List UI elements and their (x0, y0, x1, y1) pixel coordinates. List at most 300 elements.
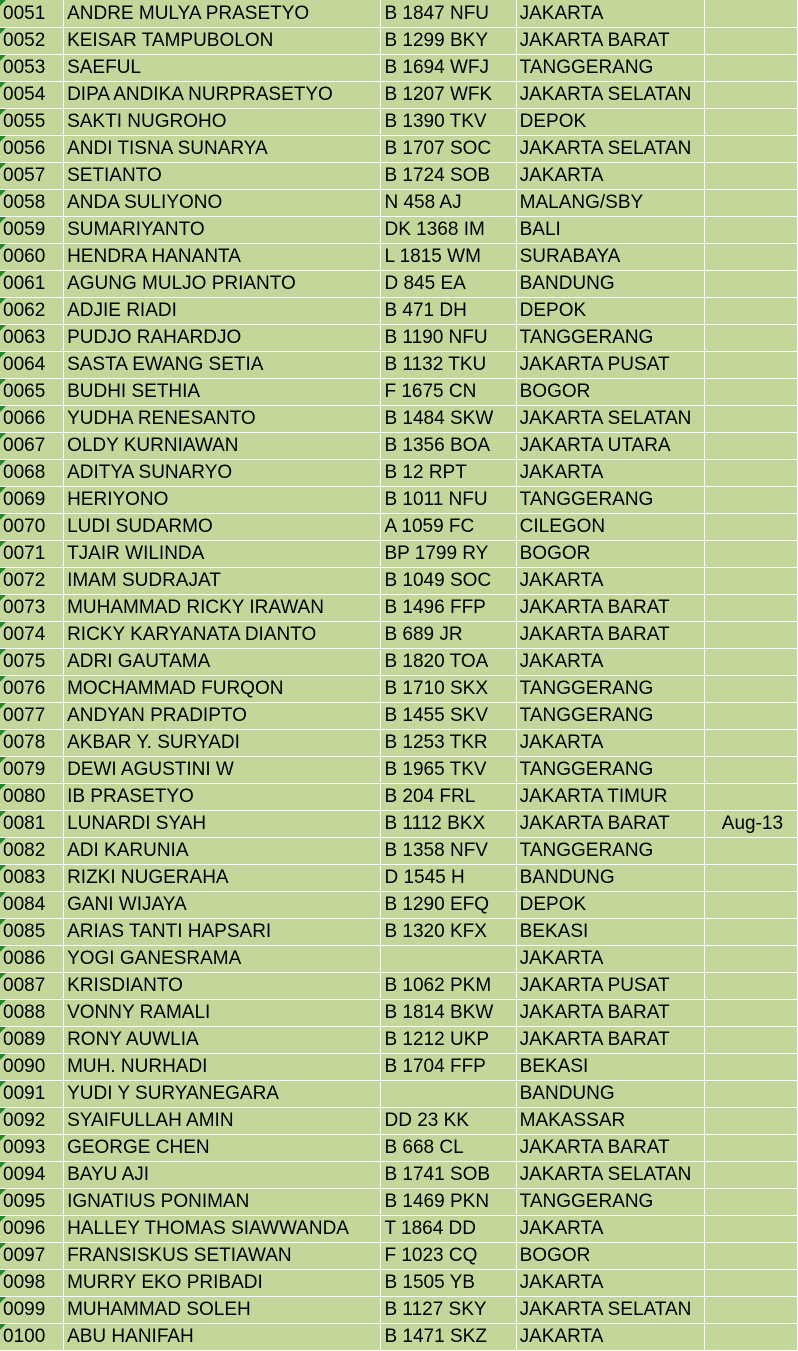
cell-name[interactable]: AGUNG MULJO PRIANTO (64, 271, 381, 298)
cell-id[interactable]: 0052 (0, 28, 64, 55)
cell-plate[interactable]: B 1212 UKP (381, 1027, 516, 1054)
cell-extra[interactable] (704, 1000, 797, 1027)
cell-plate[interactable] (381, 946, 516, 973)
cell-extra[interactable] (704, 919, 797, 946)
cell-name[interactable]: MOCHAMMAD FURQON (64, 676, 381, 703)
cell-city[interactable]: BOGOR (516, 1243, 704, 1270)
cell-name[interactable]: MURRY EKO PRIBADI (64, 1270, 381, 1297)
table-row (0, 298, 798, 325)
cell-id[interactable]: 0088 (0, 1000, 64, 1027)
cell-name[interactable]: MUHAMMAD RICKY IRAWAN (64, 595, 381, 622)
cell-plate[interactable]: B 471 DH (381, 298, 516, 325)
table-row (0, 595, 798, 622)
cell-plate[interactable]: B 1253 TKR (381, 730, 516, 757)
table-row (0, 541, 798, 568)
cell-extra[interactable]: Aug-13 (704, 811, 797, 838)
cell-extra[interactable] (704, 703, 797, 730)
table-row (0, 271, 798, 298)
cell-extra[interactable] (704, 973, 797, 1000)
table-row (0, 190, 798, 217)
table-row (0, 919, 798, 946)
cell-extra[interactable] (704, 1027, 797, 1054)
cell-city[interactable]: BANDUNG (516, 865, 704, 892)
table-row (0, 1054, 798, 1081)
cell-extra[interactable] (704, 28, 797, 55)
cell-extra[interactable] (704, 676, 797, 703)
table-row (0, 379, 798, 406)
table-row (0, 1324, 798, 1351)
cell-name[interactable]: DIPA ANDIKA NURPRASETYO (64, 82, 381, 109)
table-row (0, 973, 798, 1000)
table-row (0, 1243, 798, 1270)
cell-city[interactable]: JAKARTA PUSAT (516, 973, 704, 1000)
cell-name[interactable]: ANDI TISNA SUNARYA (64, 136, 381, 163)
table-row (0, 1081, 798, 1108)
cell-name[interactable]: MUHAMMAD SOLEH (64, 1297, 381, 1324)
cell-plate[interactable]: B 1356 BOA (381, 433, 516, 460)
table-row (0, 1189, 798, 1216)
cell-extra[interactable] (704, 163, 797, 190)
cell-city[interactable]: JAKARTA (516, 460, 704, 487)
table-row (0, 1027, 798, 1054)
cell-city[interactable]: DEPOK (516, 892, 704, 919)
cell-id[interactable]: 0069 (0, 487, 64, 514)
cell-name[interactable]: ADITYA SUNARYO (64, 460, 381, 487)
cell-plate[interactable]: B 1049 SOC (381, 568, 516, 595)
cell-city[interactable]: BANDUNG (516, 1081, 704, 1108)
cell-extra[interactable] (704, 1108, 797, 1135)
cell-name[interactable]: SETIANTO (64, 163, 381, 190)
cell-id[interactable]: 0093 (0, 1135, 64, 1162)
cell-city[interactable]: BANDUNG (516, 271, 704, 298)
table-row (0, 649, 798, 676)
cell-extra[interactable] (704, 595, 797, 622)
cell-id[interactable]: 0090 (0, 1054, 64, 1081)
table-row (0, 757, 798, 784)
cell-id[interactable]: 0073 (0, 595, 64, 622)
cell-name[interactable]: BUDHI SETHIA (64, 379, 381, 406)
cell-extra[interactable] (704, 487, 797, 514)
cell-city[interactable]: TANGGERANG (516, 55, 704, 82)
cell-plate[interactable]: B 689 JR (381, 622, 516, 649)
table-row (0, 1108, 798, 1135)
cell-plate[interactable]: B 1207 WFK (381, 82, 516, 109)
cell-plate[interactable]: B 1290 EFQ (381, 892, 516, 919)
cell-name[interactable]: GANI WIJAYA (64, 892, 381, 919)
cell-name[interactable]: SAKTI NUGROHO (64, 109, 381, 136)
cell-id[interactable]: 0092 (0, 1108, 64, 1135)
cell-name[interactable]: RONY AUWLIA (64, 1027, 381, 1054)
cell-id[interactable]: 0070 (0, 514, 64, 541)
cell-plate[interactable]: B 1965 TKV (381, 757, 516, 784)
cell-id[interactable]: 0097 (0, 1243, 64, 1270)
cell-id[interactable]: 0081 (0, 811, 64, 838)
cell-city[interactable]: JAKARTA (516, 568, 704, 595)
cell-extra[interactable] (704, 0, 797, 28)
cell-id[interactable]: 0056 (0, 136, 64, 163)
cell-name[interactable]: IGNATIUS PONIMAN (64, 1189, 381, 1216)
cell-name[interactable]: SUMARIYANTO (64, 217, 381, 244)
table-row (0, 352, 798, 379)
cell-id[interactable]: 0054 (0, 82, 64, 109)
cell-extra[interactable] (704, 1297, 797, 1324)
cell-plate[interactable]: N 458 AJ (381, 190, 516, 217)
cell-city[interactable]: JAKARTA (516, 649, 704, 676)
cell-plate[interactable]: B 1062 PKM (381, 973, 516, 1000)
cell-city[interactable]: JAKARTA BARAT (516, 811, 704, 838)
cell-id[interactable]: 0068 (0, 460, 64, 487)
cell-id[interactable]: 0094 (0, 1162, 64, 1189)
cell-id[interactable]: 0062 (0, 298, 64, 325)
cell-extra[interactable] (704, 1270, 797, 1297)
cell-name[interactable]: SAEFUL (64, 55, 381, 82)
cell-city[interactable]: JAKARTA SELATAN (516, 136, 704, 163)
cell-name[interactable]: HERIYONO (64, 487, 381, 514)
table-row (0, 82, 798, 109)
cell-plate[interactable]: B 1190 NFU (381, 325, 516, 352)
cell-id[interactable]: 0055 (0, 109, 64, 136)
table-row (0, 811, 798, 838)
cell-name[interactable]: KRISDIANTO (64, 973, 381, 1000)
cell-extra[interactable] (704, 406, 797, 433)
cell-id[interactable]: 0058 (0, 190, 64, 217)
cell-city[interactable]: TANGGERANG (516, 487, 704, 514)
cell-city[interactable]: JAKARTA (516, 1270, 704, 1297)
cell-plate[interactable] (381, 1081, 516, 1108)
cell-name[interactable]: SASTA EWANG SETIA (64, 352, 381, 379)
cell-extra[interactable] (704, 460, 797, 487)
table-row (0, 217, 798, 244)
cell-plate[interactable]: B 1847 NFU (381, 0, 516, 28)
cell-name[interactable]: YOGI GANESRAMA (64, 946, 381, 973)
cell-name[interactable]: VONNY RAMALI (64, 1000, 381, 1027)
table-row (0, 703, 798, 730)
cell-plate[interactable]: B 1704 FFP (381, 1054, 516, 1081)
cell-extra[interactable] (704, 379, 797, 406)
cell-plate[interactable]: L 1815 WM (381, 244, 516, 271)
cell-plate[interactable]: B 1469 PKN (381, 1189, 516, 1216)
cell-id[interactable]: 0077 (0, 703, 64, 730)
cell-city[interactable]: TANGGERANG (516, 703, 704, 730)
table-row (0, 136, 798, 163)
cell-plate[interactable]: B 1127 SKY (381, 1297, 516, 1324)
cell-plate[interactable]: B 1390 TKV (381, 109, 516, 136)
cell-plate[interactable]: B 1710 SKX (381, 676, 516, 703)
cell-city[interactable]: TANGGERANG (516, 676, 704, 703)
cell-extra[interactable] (704, 82, 797, 109)
cell-plate[interactable]: B 1741 SOB (381, 1162, 516, 1189)
table-row (0, 0, 798, 28)
cell-name[interactable]: HALLEY THOMAS SIAWWANDA (64, 1216, 381, 1243)
cell-plate[interactable]: D 1545 H (381, 865, 516, 892)
table-row (0, 325, 798, 352)
table-row (0, 1135, 798, 1162)
cell-name[interactable]: LUDI SUDARMO (64, 514, 381, 541)
cell-plate[interactable]: B 1496 FFP (381, 595, 516, 622)
cell-name[interactable]: IMAM SUDRAJAT (64, 568, 381, 595)
cell-name[interactable]: PUDJO RAHARDJO (64, 325, 381, 352)
table-row (0, 406, 798, 433)
cell-city[interactable]: JAKARTA SELATAN (516, 1162, 704, 1189)
cell-id[interactable]: 0063 (0, 325, 64, 352)
cell-plate[interactable]: DD 23 KK (381, 1108, 516, 1135)
cell-plate[interactable]: B 204 FRL (381, 784, 516, 811)
cell-extra[interactable] (704, 649, 797, 676)
cell-extra[interactable] (704, 1324, 797, 1351)
cell-plate[interactable]: T 1864 DD (381, 1216, 516, 1243)
cell-city[interactable]: DEPOK (516, 109, 704, 136)
cell-plate[interactable]: B 1299 BKY (381, 28, 516, 55)
cell-city[interactable]: BALI (516, 217, 704, 244)
table-row (0, 1270, 798, 1297)
cell-extra[interactable] (704, 136, 797, 163)
cell-city[interactable]: SURABAYA (516, 244, 704, 271)
cell-plate[interactable]: B 1112 BKX (381, 811, 516, 838)
cell-city[interactable]: TANGGERANG (516, 757, 704, 784)
cell-extra[interactable] (704, 946, 797, 973)
cell-id[interactable]: 0065 (0, 379, 64, 406)
cell-extra[interactable] (704, 730, 797, 757)
cell-id[interactable]: 0095 (0, 1189, 64, 1216)
cell-plate[interactable]: B 668 CL (381, 1135, 516, 1162)
cell-name[interactable]: SYAIFULLAH AMIN (64, 1108, 381, 1135)
cell-name[interactable]: ANDA SULIYONO (64, 190, 381, 217)
cell-id[interactable]: 0099 (0, 1297, 64, 1324)
cell-id[interactable]: 0061 (0, 271, 64, 298)
cell-city[interactable]: DEPOK (516, 298, 704, 325)
cell-extra[interactable] (704, 325, 797, 352)
cell-plate[interactable]: B 1505 YB (381, 1270, 516, 1297)
cell-plate[interactable]: B 1320 KFX (381, 919, 516, 946)
cell-city[interactable]: BEKASI (516, 919, 704, 946)
cell-id[interactable]: 0057 (0, 163, 64, 190)
cell-name[interactable]: FRANSISKUS SETIAWAN (64, 1243, 381, 1270)
cell-id[interactable]: 0067 (0, 433, 64, 460)
cell-plate[interactable]: B 1724 SOB (381, 163, 516, 190)
cell-id[interactable]: 0096 (0, 1216, 64, 1243)
cell-extra[interactable] (704, 109, 797, 136)
cell-city[interactable]: BOGOR (516, 379, 704, 406)
table-row (0, 676, 798, 703)
cell-plate[interactable]: BP 1799 RY (381, 541, 516, 568)
cell-id[interactable]: 0076 (0, 676, 64, 703)
cell-id[interactable]: 0078 (0, 730, 64, 757)
cell-id[interactable]: 0059 (0, 217, 64, 244)
cell-city[interactable]: JAKARTA PUSAT (516, 352, 704, 379)
cell-id[interactable]: 0051 (0, 0, 64, 28)
cell-plate[interactable]: B 1358 NFV (381, 838, 516, 865)
cell-plate[interactable]: B 1694 WFJ (381, 55, 516, 82)
cell-id[interactable]: 0085 (0, 919, 64, 946)
table-row (0, 109, 798, 136)
cell-city[interactable]: JAKARTA UTARA (516, 433, 704, 460)
cell-name[interactable]: BAYU AJI (64, 1162, 381, 1189)
cell-name[interactable]: KEISAR TAMPUBOLON (64, 28, 381, 55)
cell-city[interactable]: CILEGON (516, 514, 704, 541)
cell-extra[interactable] (704, 541, 797, 568)
cell-extra[interactable] (704, 838, 797, 865)
cell-plate[interactable]: DK 1368 IM (381, 217, 516, 244)
table-row (0, 514, 798, 541)
cell-city[interactable]: TANGGERANG (516, 325, 704, 352)
table-row (0, 487, 798, 514)
cell-extra[interactable] (704, 1216, 797, 1243)
table-row (0, 946, 798, 973)
cell-name[interactable]: LUNARDI SYAH (64, 811, 381, 838)
cell-plate[interactable]: B 12 RPT (381, 460, 516, 487)
cell-city[interactable]: JAKARTA (516, 730, 704, 757)
cell-city[interactable]: JAKARTA (516, 1324, 704, 1351)
table-row (0, 1297, 798, 1324)
cell-city[interactable]: TANGGERANG (516, 1189, 704, 1216)
cell-city[interactable]: JAKARTA BARAT (516, 622, 704, 649)
cell-name[interactable]: MUH. NURHADI (64, 1054, 381, 1081)
cell-id[interactable]: 0083 (0, 865, 64, 892)
cell-extra[interactable] (704, 1162, 797, 1189)
cell-extra[interactable] (704, 271, 797, 298)
cell-name[interactable]: DEWI AGUSTINI W (64, 757, 381, 784)
table-row (0, 28, 798, 55)
cell-name[interactable]: ADRI GAUTAMA (64, 649, 381, 676)
cell-name[interactable]: ABU HANIFAH (64, 1324, 381, 1351)
cell-extra[interactable] (704, 1135, 797, 1162)
cell-extra[interactable] (704, 892, 797, 919)
cell-extra[interactable] (704, 55, 797, 82)
cell-city[interactable]: JAKARTA (516, 946, 704, 973)
table-row (0, 1162, 798, 1189)
cell-id[interactable]: 0089 (0, 1027, 64, 1054)
cell-id[interactable]: 0098 (0, 1270, 64, 1297)
cell-name[interactable]: TJAIR WILINDA (64, 541, 381, 568)
cell-id[interactable]: 0074 (0, 622, 64, 649)
table-row (0, 784, 798, 811)
cell-extra[interactable] (704, 352, 797, 379)
cell-plate[interactable]: B 1132 TKU (381, 352, 516, 379)
table-row (0, 892, 798, 919)
cell-plate[interactable]: B 1484 SKW (381, 406, 516, 433)
cell-extra[interactable] (704, 784, 797, 811)
cell-city[interactable]: MAKASSAR (516, 1108, 704, 1135)
cell-name[interactable]: GEORGE CHEN (64, 1135, 381, 1162)
cell-name[interactable]: ANDYAN PRADIPTO (64, 703, 381, 730)
cell-id[interactable]: 0066 (0, 406, 64, 433)
cell-name[interactable]: ADI KARUNIA (64, 838, 381, 865)
table-row (0, 865, 798, 892)
cell-id[interactable]: 0084 (0, 892, 64, 919)
table-row (0, 1216, 798, 1243)
table-row (0, 163, 798, 190)
cell-city[interactable]: JAKARTA BARAT (516, 1000, 704, 1027)
cell-extra[interactable] (704, 190, 797, 217)
cell-extra[interactable] (704, 865, 797, 892)
cell-id[interactable]: 0075 (0, 649, 64, 676)
cell-city[interactable]: JAKARTA BARAT (516, 595, 704, 622)
cell-city[interactable]: JAKARTA BARAT (516, 1135, 704, 1162)
cell-name[interactable]: RIZKI NUGERAHA (64, 865, 381, 892)
cell-name[interactable]: YUDI Y SURYANEGARA (64, 1081, 381, 1108)
cell-extra[interactable] (704, 514, 797, 541)
cell-city[interactable]: JAKARTA (516, 0, 704, 28)
cell-plate[interactable]: D 845 EA (381, 271, 516, 298)
cell-plate[interactable]: B 1455 SKV (381, 703, 516, 730)
cell-name[interactable]: ARIAS TANTI HAPSARI (64, 919, 381, 946)
cell-name[interactable]: YUDHA RENESANTO (64, 406, 381, 433)
cell-city[interactable]: JAKARTA SELATAN (516, 82, 704, 109)
cell-extra[interactable] (704, 1081, 797, 1108)
cell-city[interactable]: JAKARTA SELATAN (516, 406, 704, 433)
cell-name[interactable]: RICKY KARYANATA DIANTO (64, 622, 381, 649)
cell-plate[interactable]: A 1059 FC (381, 514, 516, 541)
table-row (0, 1000, 798, 1027)
cell-id[interactable]: 0072 (0, 568, 64, 595)
cell-city[interactable]: MALANG/SBY (516, 190, 704, 217)
cell-name[interactable]: OLDY KURNIAWAN (64, 433, 381, 460)
cell-city[interactable]: BEKASI (516, 1054, 704, 1081)
table-row (0, 433, 798, 460)
cell-extra[interactable] (704, 757, 797, 784)
cell-extra[interactable] (704, 244, 797, 271)
table-row (0, 460, 798, 487)
cell-id[interactable]: 0060 (0, 244, 64, 271)
cell-name[interactable]: ADJIE RIADI (64, 298, 381, 325)
cell-extra[interactable] (704, 217, 797, 244)
table-row (0, 730, 798, 757)
cell-city[interactable]: TANGGERANG (516, 838, 704, 865)
table-row (0, 838, 798, 865)
cell-id[interactable]: 0053 (0, 55, 64, 82)
cell-name[interactable]: AKBAR Y. SURYADI (64, 730, 381, 757)
cell-id[interactable]: 0064 (0, 352, 64, 379)
cell-id[interactable]: 0091 (0, 1081, 64, 1108)
cell-id[interactable]: 0071 (0, 541, 64, 568)
cell-plate[interactable]: B 1011 NFU (381, 487, 516, 514)
cell-id[interactable]: 0082 (0, 838, 64, 865)
cell-city[interactable]: BOGOR (516, 541, 704, 568)
cell-name[interactable]: ANDRE MULYA PRASETYO (64, 0, 381, 28)
table-row (0, 568, 798, 595)
table-row (0, 55, 798, 82)
cell-city[interactable]: JAKARTA BARAT (516, 1027, 704, 1054)
cell-extra[interactable] (704, 568, 797, 595)
cell-extra[interactable] (704, 622, 797, 649)
cell-extra[interactable] (704, 1243, 797, 1270)
cell-city[interactable]: JAKARTA (516, 163, 704, 190)
table-row (0, 622, 798, 649)
cell-id[interactable]: 0080 (0, 784, 64, 811)
cell-id[interactable]: 0086 (0, 946, 64, 973)
table-row (0, 244, 798, 271)
cell-city[interactable]: JAKARTA SELATAN (516, 1297, 704, 1324)
cell-city[interactable]: JAKARTA (516, 1216, 704, 1243)
cell-extra[interactable] (704, 298, 797, 325)
cell-name[interactable]: HENDRA HANANTA (64, 244, 381, 271)
cell-plate[interactable]: F 1023 CQ (381, 1243, 516, 1270)
cell-name[interactable]: IB PRASETYO (64, 784, 381, 811)
cell-plate[interactable]: B 1814 BKW (381, 1000, 516, 1027)
cell-plate[interactable]: B 1471 SKZ (381, 1324, 516, 1351)
cell-id[interactable]: 0100 (0, 1324, 64, 1351)
cell-id[interactable]: 0079 (0, 757, 64, 784)
cell-extra[interactable] (704, 1189, 797, 1216)
cell-plate[interactable]: B 1707 SOC (381, 136, 516, 163)
cell-plate[interactable]: B 1820 TOA (381, 649, 516, 676)
cell-city[interactable]: JAKARTA TIMUR (516, 784, 704, 811)
cell-id[interactable]: 0087 (0, 973, 64, 1000)
cell-city[interactable]: JAKARTA BARAT (516, 28, 704, 55)
cell-plate[interactable]: F 1675 CN (381, 379, 516, 406)
cell-extra[interactable] (704, 433, 797, 460)
cell-extra[interactable] (704, 1054, 797, 1081)
